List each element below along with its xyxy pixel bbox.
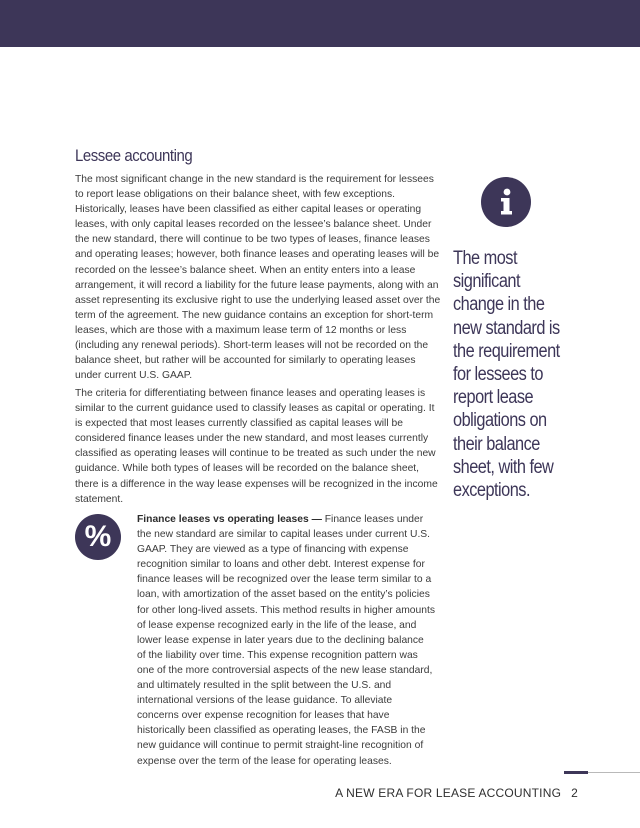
body-paragraph-1: The most significant change in the new standard is the requirement for lessees to report lease obligations on their balance sheet, with few exceptions. Historically, leases have been classified as either capital leases or operating leases, with only capital leases recorded on the lessee’s balance sheet. Under the new standard, there will continue to be two types of leases, finance leases and operating leases; however, both finance leases and operating leases will be recorded on the lessee’s balance sheet. When an entity enters into a lease arrangement, it will record a liability for the future lease payments, along with an asset representing its exclusive right to use the underlying leased asset over the term of the agreement. The new guidance contains an exception for short-term leases, which are those with a maximum lease term of 12 months or less (including any renewal periods). Short-term leases will not be recorded on the balance sheet, but rather will be accounted for similarly to operating leases under current U.S. GAAP. bbox=[75, 174, 441, 382]
section-heading: Lessee accounting bbox=[75, 146, 193, 165]
page-footer bbox=[335, 786, 578, 800]
finance-leases-lead: Finance leases vs operating leases — bbox=[137, 514, 322, 525]
footer-title: A NEW ERA FOR LEASE ACCOUNTING bbox=[335, 786, 562, 800]
pull-quote: The most significant change in the new standard is the requirement for lessees to report lease obligations on their balance sheet, with few exceptions. bbox=[453, 248, 560, 502]
page-number: 2 bbox=[571, 786, 578, 800]
percent-icon bbox=[75, 514, 121, 560]
percent-glyph: % bbox=[84, 520, 112, 553]
body-paragraph-2: The criteria for differentiating between finance leases and operating leases is similar to the current guidance used to classify leases as capital or operating. It is expected that most leases currently classified as capital leases will be considered finance leases under the new standard, and most leases currently classified as operating leases will continue to be treated as such under the new guidance. While both types of leases will be recorded on the balance sheet, there is a difference in the way lease expenses will be recognized in the income statement. bbox=[75, 388, 438, 505]
info-icon bbox=[481, 177, 531, 227]
finance-leases-text: Finance leases under the new standard are similar to capital leases under current U.S. GAAP. They are viewed as a type of financing with expense recognition similar to loans and other debt. Interest expense for finance leases will be recognized over the lease term similar to a loan, with amortization of the asset based on the entity’s policies for other long-lived assets. This method results in higher amounts of lease expense recognized early in the life of the lease, and lower lease expense in later years due to the declining balance of the liability over time. This expense recognition pattern was one of the more controversial aspects of the new lease standard, and ultimately resulted in the split between the U.S. and international versions of the lease guidance. To alleviate concerns over expense recognition for leases that have historically been classified as operating leases, the FASB in the new guidance will continue to permit straight-line recognition of expense over the term of the lease for operating leases. bbox=[137, 514, 435, 767]
finance-leases-section bbox=[137, 512, 435, 769]
header-band bbox=[0, 0, 640, 47]
footer-rule-accent bbox=[564, 771, 588, 774]
